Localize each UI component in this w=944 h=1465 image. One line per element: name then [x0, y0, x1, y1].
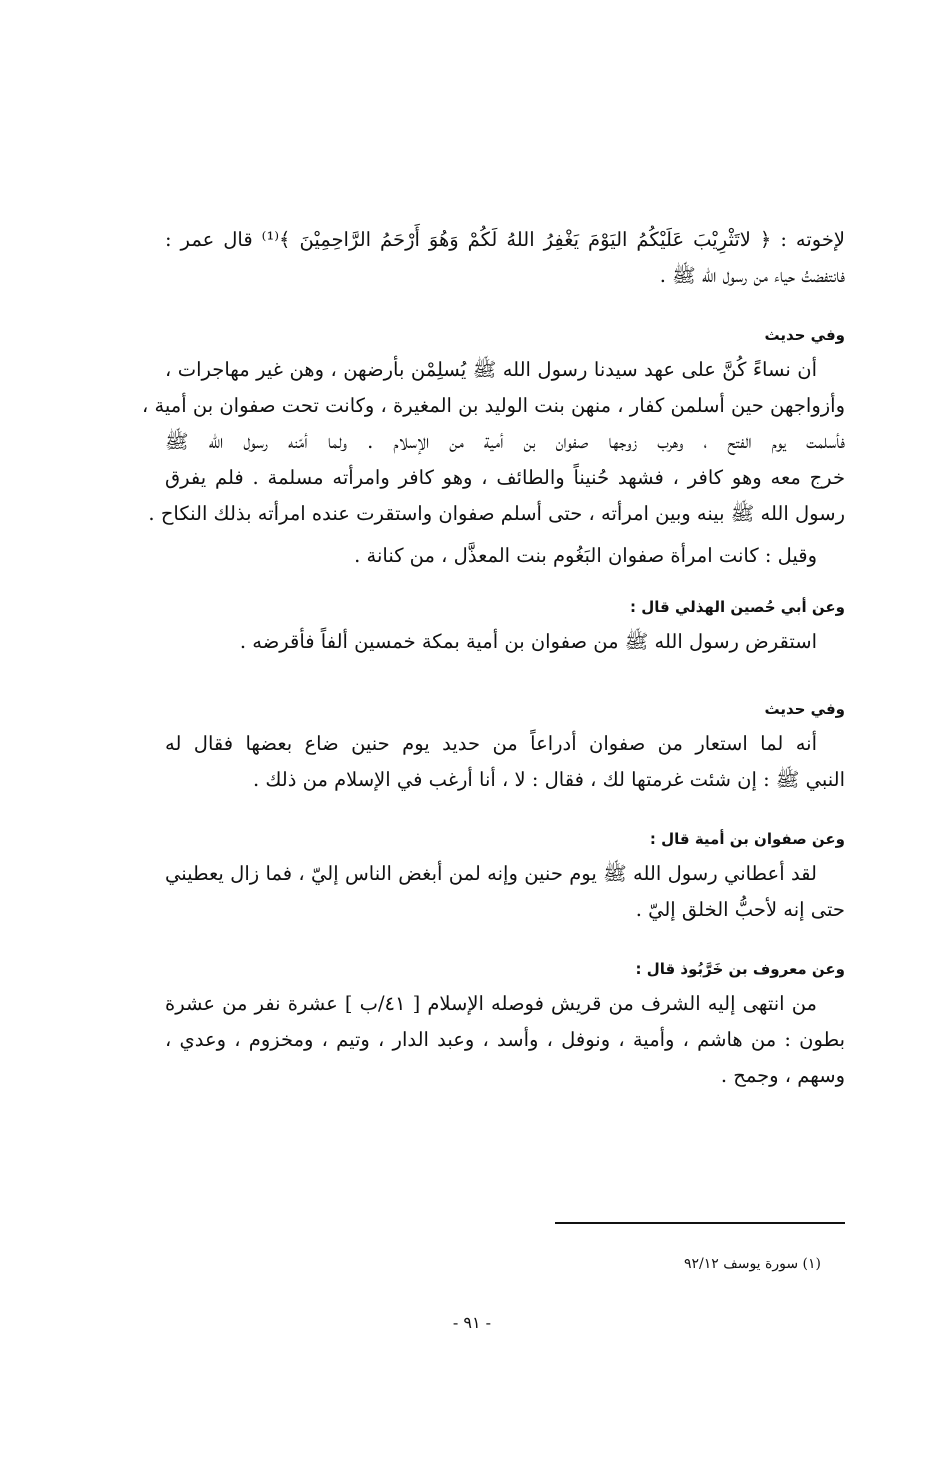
- text-line: حتى إنه لأحبُّ الخلق إليّ .: [635, 898, 845, 921]
- section-maruf: [165, 958, 845, 1094]
- section-abu-husayn: [165, 596, 845, 660]
- page-body: [141, 222, 846, 1094]
- section-heading: وعن صفوان بن أمية قال :: [649, 830, 845, 848]
- section-heading: وفي حديث: [764, 700, 845, 718]
- text-line: وسهم ، وجمح .: [720, 1064, 845, 1087]
- text-line: فأسلمت يوم الفتح ، وهرب زوجها صفوان بن أمية من الإسلام . ولما أمّنه رسول الله ﷺ: [165, 430, 845, 453]
- footnote-divider: [555, 1222, 845, 1224]
- text-line: خرج معه وهو كافر ، فشهد حُنيناً والطائف ، وهو كافر وامرأته مسلمة . فلم يفرق: [165, 466, 845, 489]
- section-safwan: [165, 828, 845, 928]
- opening-paragraph: [165, 222, 845, 294]
- text-line: من انتهى إليه الشرف من قريش فوصله الإسلام [ ٤١/ب ] عشرة نفر من عشرة: [165, 992, 817, 1015]
- text-line: لإخوته : ﴿ لاتَثْرِيْبَ عَلَيْكُمُ اليَوْمَ يَغْفِرُ اللهُ لَكُمْ وَهُوَ أَرْحَمُ الرَّاحِمِيْنَ ﴾⁽¹⁾ قال عمر :: [165, 228, 846, 251]
- section-heading: وفي حديث: [764, 326, 845, 344]
- text-line: رسول الله ﷺ بينه وبين امرأته ، حتى أسلم صفوان واستقرت عنده امرأته بذلك النكاح .: [148, 502, 845, 525]
- text-line: بطون : من هاشم ، وأمية ، ونوفل ، وأسد ، وعبد الدار ، وتيم ، ومخزوم ، وعدي ،: [165, 1028, 845, 1051]
- section-hadith-armor: [165, 698, 845, 798]
- text-line: فانتفضتُ حياء من رسول الله ﷺ .: [659, 264, 845, 287]
- text-line: أنه لما استعار من صفوان أدراعاً من حديد يوم حنين ضاع بعضها فقال له: [165, 732, 817, 755]
- text-line: النبي ﷺ : إن شئت غرمتها لك ، فقال : لا ، أنا أرغب في الإسلام من ذلك .: [252, 768, 845, 791]
- text-line: استقرض رسول الله ﷺ من صفوان بن أمية بمكة خمسين ألفاً فأقرضه .: [239, 630, 817, 653]
- text-line: وأزواجهن حين أسلمن كفار ، منهن بنت الوليد بن المغيرة ، وكانت تحت صفوان بن أمية ،: [141, 394, 845, 417]
- text-line: أن نساءً كُنَّ على عهد سيدنا رسول الله ﷺ يُسلِمْن بأرضهن ، وهن غير مهاجرات ،: [165, 358, 817, 381]
- text-line: وقيل : كانت امرأة صفوان البَغُوم بنت المعذَّل ، من كنانة .: [354, 544, 817, 567]
- section-heading: وعن معروف بن خَرَّبُوذ قال :: [635, 960, 845, 978]
- footnote: (١) سورة يوسف ٩٢/١٢: [683, 1256, 821, 1272]
- section-heading: وعن أبي حُصين الهذلي قال :: [630, 598, 845, 616]
- section-hadith-women: [141, 324, 845, 574]
- text-line: لقد أعطاني رسول الله ﷺ يوم حنين وإنه لمن أبغض الناس إليّ ، فما زال يعطيني: [165, 862, 817, 885]
- page-number: - ٩١ -: [452, 1313, 492, 1332]
